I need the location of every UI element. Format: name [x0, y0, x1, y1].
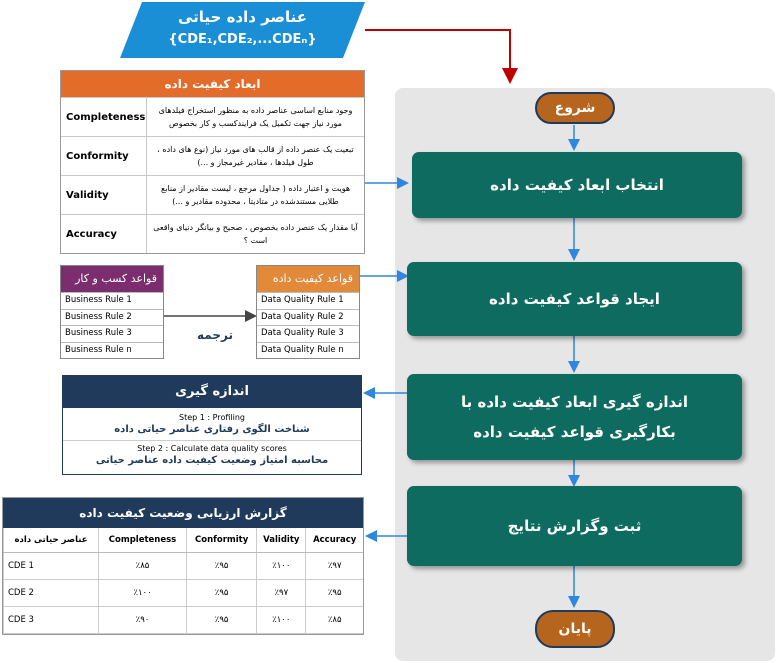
dimension-name: Conformity — [61, 137, 147, 175]
cde-to-start-arrow — [365, 30, 510, 80]
report-title: گزارش ارزیابی وضعیت کیفیت داده — [3, 498, 363, 528]
start-node: شروع — [535, 92, 615, 124]
measurement-box — [62, 375, 362, 475]
table-row — [4, 580, 364, 607]
report-col-header: Conformity — [187, 528, 257, 553]
dq-rules-title: قواعد کیفیت داده — [257, 266, 359, 292]
report-cell: ٪۹۷ — [257, 580, 306, 607]
dimension-name: Accuracy — [61, 215, 147, 253]
report-cell: ٪۸۵ — [306, 607, 363, 634]
table-row — [4, 607, 364, 634]
cde-subtitle: {CDE₁,CDE₂,...CDEₙ} — [168, 32, 317, 47]
report-table — [2, 497, 364, 635]
measurement-step2: Step 2 : Calculate data quality scores — [137, 444, 287, 453]
measurement-step2-fa: محاسبه امتیاز وضعیت کیفیت داده عناصر حیاتی — [95, 455, 329, 466]
report-col-header: Accuracy — [306, 528, 363, 553]
dimensions-table — [60, 70, 365, 254]
dq-rules-list — [256, 265, 360, 359]
report-cell: ٪۱۰۰ — [99, 580, 187, 607]
report-cell: ٪۱۰۰ — [257, 553, 306, 580]
business-rule-item: Business Rule n — [61, 342, 163, 359]
report-cell: CDE 2 — [4, 580, 99, 607]
measurement-step1-fa: شناخت الگوی رفتاری عناصر حیاتی داده — [114, 424, 310, 435]
dq-rule-item: Data Quality Rule 3 — [257, 325, 359, 342]
dimension-desc: هویت و اعتبار داده ( جداول مرجع ، لیست مقادیر از منابع طلایی مستندشده در متادیتا ، محدوده مقادیر و ...) — [160, 184, 351, 206]
end-node: پایان — [535, 610, 615, 648]
business-rule-item: Business Rule 1 — [61, 292, 163, 309]
step-measure-line2: بکارگیری قواعد کیفیت داده — [473, 423, 676, 441]
dimension-desc: تبعیت یک عنصر داده از قالب های مورد نیاز (نوع های داده ، طول فیلدها ، مقادیر غیرمجاز و ...) — [157, 145, 354, 167]
report-cell: ٪۹۵ — [187, 580, 257, 607]
report-cell: ٪۹۵ — [187, 553, 257, 580]
measurement-title: اندازه گیری — [63, 376, 361, 408]
business-rule-item: Business Rule 3 — [61, 325, 163, 342]
measurement-step1: Step 1 : Profiling — [179, 413, 245, 422]
report-cell: ٪۹۰ — [99, 607, 187, 634]
report-col-header: عناصر حیاتی داده — [4, 528, 99, 553]
dimension-name: Completeness — [61, 98, 147, 136]
step-create-rules: ایجاد قواعد کیفیت داده — [407, 262, 742, 336]
dq-rule-item: Data Quality Rule n — [257, 342, 359, 359]
report-col-header: Validity — [257, 528, 306, 553]
step-select-dimensions: انتخاب ابعاد کیفیت داده — [412, 152, 742, 218]
report-cell: ٪۹۷ — [306, 553, 363, 580]
report-cell: CDE 3 — [4, 607, 99, 634]
dimension-row — [61, 97, 364, 136]
cde-title: عناصر داده حیاتی — [177, 8, 308, 26]
report-header-row — [4, 528, 364, 553]
translate-label: ترجمه — [197, 328, 233, 342]
dimension-desc: وجود منابع اساسی عناصر داده به منظور استخراج فیلدهای مورد نیاز جهت تکمیل یک فرایندکسب و کار بخصوص — [158, 106, 353, 128]
dimension-name: Validity — [61, 176, 147, 214]
dimension-row — [61, 136, 364, 175]
dimension-row — [61, 214, 364, 253]
step-report: ثبت وگزارش نتایج — [407, 486, 742, 566]
business-rule-item: Business Rule 2 — [61, 309, 163, 326]
report-cell: ٪۹۵ — [187, 607, 257, 634]
report-grid — [3, 528, 363, 634]
report-cell: CDE 1 — [4, 553, 99, 580]
dimensions-title: ابعاد کیفیت داده — [61, 71, 364, 97]
business-rules-title: قواعد کسب و کار — [61, 266, 163, 292]
table-row — [4, 553, 364, 580]
measurement-divider — [63, 440, 361, 441]
report-cell: ٪۹۵ — [306, 580, 363, 607]
report-col-header: Completeness — [99, 528, 187, 553]
dimension-row — [61, 175, 364, 214]
dimension-desc: آیا مقدار یک عنصر داده بخصوص ، صحیح و بیانگر دنیای واقعی است ؟ — [153, 223, 358, 245]
step-measure — [407, 374, 742, 460]
report-cell: ٪۱۰۰ — [257, 607, 306, 634]
report-cell: ٪۸۵ — [99, 553, 187, 580]
business-rules-list — [60, 265, 164, 359]
dq-rule-item: Data Quality Rule 1 — [257, 292, 359, 309]
dq-rule-item: Data Quality Rule 2 — [257, 309, 359, 326]
step-measure-line1: اندازه گیری ابعاد کیفیت داده با — [461, 393, 688, 411]
